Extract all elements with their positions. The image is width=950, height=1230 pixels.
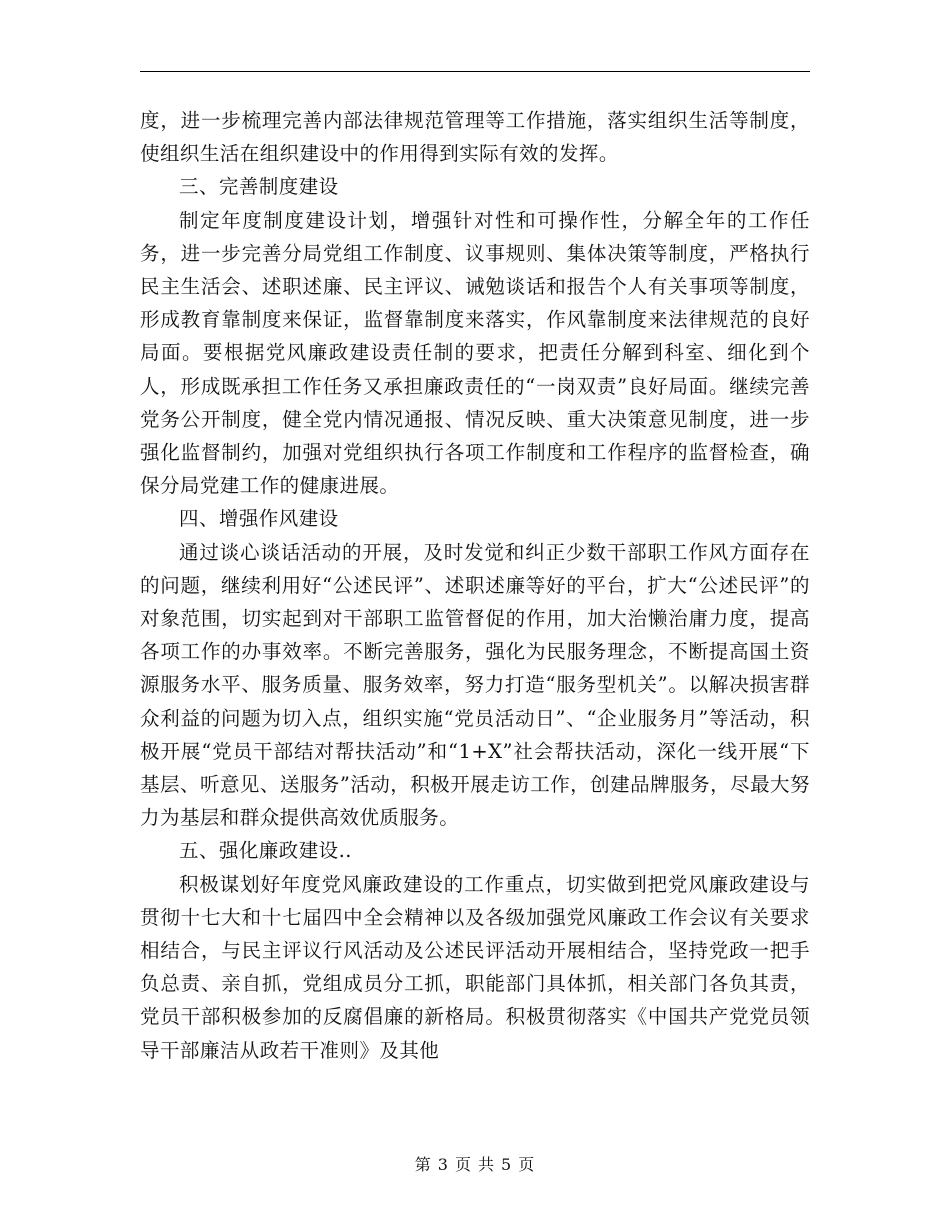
section-heading-3: 三、完善制度建设 <box>179 175 339 199</box>
footer-page-unit: 页 <box>454 1155 472 1174</box>
paragraph-integrity: 积极谋划好年度党风廉政建设的工作重点，切实做到把党风廉政建设与贯彻十七大和十七届四中全会精神以及各级加强党风廉政工作会议有关要求相结合，与民主评议行风活动及公述民评活动开展相结合，坚持党政一把手负总责、亲自抓，党组成员分工抓，职能部门具体抓，相关部门各负其责，党员干部积极参加的反腐倡廉的新格局。积极贯彻落实《中国共产党党员领导干部廉洁从政若干准则》及其他 <box>140 872 810 1062</box>
section-heading-5: 五、强化廉政建设.. <box>179 839 352 863</box>
paragraph-continuation: 度，进一步梳理完善内部法律规范管理等工作措施，落实组织生活等制度，使组织生活在组织建设中的作用得到实际有效的发挥。 <box>140 109 810 166</box>
header-rule <box>140 71 810 72</box>
footer-current-page: 3 <box>437 1155 449 1174</box>
section-heading-4: 四、增强作风建设 <box>179 507 339 531</box>
footer-total-unit: 页 <box>518 1155 536 1174</box>
footer-total-word: 共 <box>478 1155 496 1174</box>
footer-total-pages: 5 <box>501 1155 513 1174</box>
paragraph-institution-building: 制定年度制度建设计划，增强针对性和可操作性，分解全年的工作任务，进一步完善分局党组工作制度、议事规则、集体决策等制度，严格执行民主生活会、述职述廉、民主评议、诫勉谈话和报告个人有关事项等制度，形成教育靠制度来保证，监督靠制度来落实，作风靠制度来法律规范的良好局面。要根据党风廉政建设责任制的要求，把责任分解到科室、细化到个人，形成既承担工作任务又承担廉政责任的“一岗双责”良好局面。继续完善党务公开制度，健全党内情况通报、情况反映、重大决策意见制度，进一步强化监督制约，加强对党组织执行各项工作制度和工作程序的监督检查，确保分局党建工作的健康进展。 <box>140 208 810 498</box>
document-body <box>140 104 810 1067</box>
paragraph-work-style: 通过谈心谈话活动的开展，及时发觉和纠正少数干部职工作风方面存在的问题，继续利用好“公述民评”、述职述廉等好的平台，扩大“公述民评”的对象范围，切实起到对干部职工监管督促的作用，加大治懒治庸力度，提高各项工作的办事效率。不断完善服务，强化为民服务理念，不断提高国土资源服务水平、服务质量、服务效率，努力打造“服务型机关”。以解决损害群众利益的问题为切入点，组织实施“党员活动日”、“企业服务月”等活动，积极开展“党员干部结对帮扶活动”和“1+X”社会帮扶活动，深化一线开展“下基层、听意见、送服务”活动，积极开展走访工作，创建品牌服务，尽最大努力为基层和群众提供高效优质服务。 <box>140 540 810 830</box>
footer-prefix: 第 <box>414 1155 432 1174</box>
page-footer <box>0 1152 950 1175</box>
